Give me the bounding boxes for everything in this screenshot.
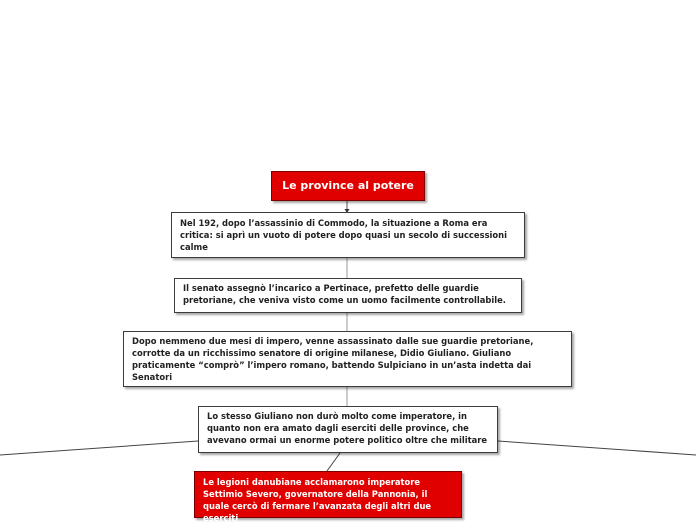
connector-n4-left (0, 441, 198, 455)
root-topic[interactable]: Le province al potere (271, 171, 425, 201)
topic-settimio-severo[interactable]: Le legioni danubiane acclamarono imperatore Settimio Severo, governatore della Pannonia, il quale cercò di fermare l’avanzata degli altri due eserciti (194, 471, 462, 518)
topic-commodo-assassination[interactable]: Nel 192, dopo l’assassinio di Commodo, la situazione a Roma era critica: si aprì un vuoto di potere dopo quasi un secolo di successioni calme (171, 212, 525, 258)
topic-giuliano-unpopular[interactable]: Lo stesso Giuliano non durò molto come imperatore, in quanto non era amato dagli eserciti delle province, che avevano ormai un enorme potere politico oltre che militare (198, 406, 498, 453)
topic-pertinace[interactable]: Il senato assegnò l’incarico a Pertinace, prefetto delle guardie pretoriane, che veniva visto come un uomo facilmente controllabile. (174, 278, 522, 313)
connector-n4-right (498, 441, 696, 455)
connector-n4-n5 (327, 453, 340, 471)
topic-didio-giuliano[interactable]: Dopo nemmeno due mesi di impero, venne assassinato dalle sue guardie pretoriane, corrotte da un ricchissimo senatore di origine milanese, Didio Giuliano. Giuliano praticamente “comprò” l’impero romano, battendo Sulpiciano in un’asta indetta dai Senatori (123, 331, 572, 387)
